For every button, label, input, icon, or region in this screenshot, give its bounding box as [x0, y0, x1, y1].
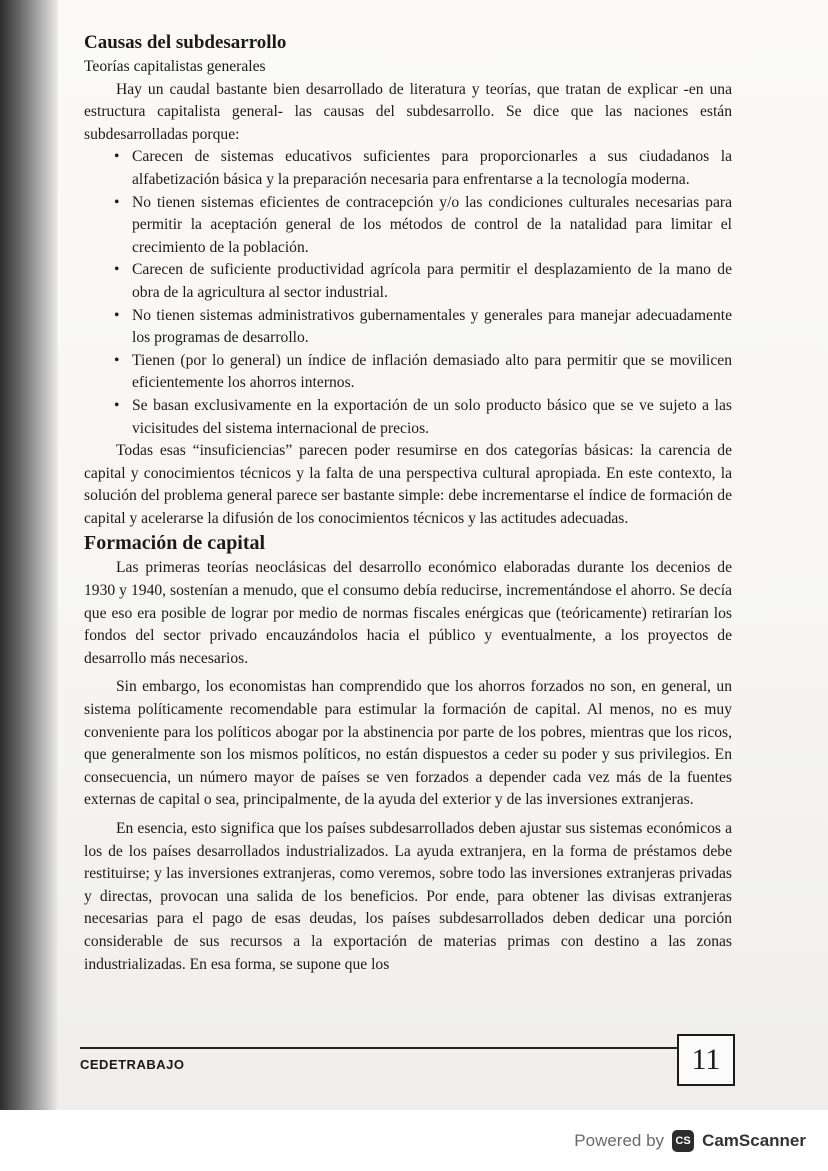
list-item — [84, 305, 732, 350]
camscanner-watermark — [574, 1127, 806, 1155]
list-item — [84, 259, 732, 304]
paragraph: Sin embargo, los economistas han comprendido que los ahorros forzados no son, en general, un sistema políticamente recomendable para estimular la formación de capital. Al menos, no es muy conveniente para los políticos abogar por la abstinencia por parte de los pobres, mientras que los ricos, que generalmente son los mismos políticos, no están dispuestos a ceder su poder y sus privilegios. En consecuencia, un número mayor de países se ven forzados a depender cada vez más de la fuentes externas de capital o sea, principalmente, de la ayuda del exterior y de las inversiones extranjeras. — [84, 678, 732, 809]
subheading-teorias: Teorías capitalistas generales — [84, 58, 266, 75]
list-item-text: Carecen de sistemas educativos suficientes para proporcionarles a sus ciudadanos la alfabetización básica y la preparación necesaria para enfrentarse a la tecnología moderna. — [132, 148, 732, 188]
bullet-icon: • — [114, 351, 120, 369]
book-spine-shadow — [0, 0, 58, 1110]
bullet-icon: • — [114, 193, 120, 211]
bullet-icon: • — [114, 261, 120, 279]
paragraph: Las primeras teorías neoclásicas del desarrollo económico elaboradas durante los decenios de 1930 y 1940, sostenían a menudo, que el consumo debía reducirse, incrementándose el ahorro. Se decía que eso era posible de lograr por medio de normas fiscales enérgicas que (teóricamente) retirarían los fondos del sector privado encauzándolos hacia el público y eventualmente, a los proyectos de desarrollo más necesarios. — [84, 559, 732, 667]
bullet-icon: • — [114, 306, 120, 324]
watermark-powered-by: Powered by — [574, 1131, 665, 1150]
list-item-text: No tienen sistemas eficientes de contracepción y/o las condiciones culturales necesarias para permitir la aceptación general de los métodos de control de la natalidad para limitar el crecimiento de la población. — [132, 193, 732, 256]
list-item — [84, 146, 732, 191]
page-number: 11 — [677, 1034, 735, 1086]
list-item-text: Se basan exclusivamente en la exportación de un solo producto básico que se ve sujeto a las vicisitudes del sistema internacional de precios. — [132, 396, 732, 437]
watermark-brand: CamScanner — [702, 1131, 806, 1150]
list-item-text: Tienen (por lo general) un índice de inflación demasiado alto para permitir que se movilicen eficientemente los ahorros internos. — [132, 351, 732, 392]
list-item-text: Carecen de suficiente productividad agrícola para permitir el desplazamiento de la mano de obra de la agricultura al sector industrial. — [132, 261, 732, 301]
section-title-causas: Causas del subdesarrollo — [84, 32, 287, 53]
causes-list — [84, 146, 732, 440]
closing-paragraph: Todas esas “insuficiencias” parecen poder resumirse en dos categorías básicas: la carencia de capital y conocimientos técnicos y la falta de una perspectiva cultural apropiada. En este contexto, la solución del problema general parece ser bastante simple: debe incrementarse el índice de formación de capital y acelerarse la difusión de los conocimientos técnicos y las actitudes adecuadas. — [84, 442, 732, 527]
page-content — [84, 30, 732, 976]
bullet-icon: • — [114, 148, 120, 166]
footer-divider — [80, 1047, 677, 1049]
list-item-text: No tienen sistemas administrativos gubernamentales y generales para manejar adecuadamente los programas de desarrollo. — [132, 306, 732, 347]
footer-brand: CEDETRABAJO — [80, 1057, 185, 1072]
camscanner-logo-icon: CS — [672, 1130, 694, 1152]
intro-paragraph: Hay un caudal bastante bien desarrollado de literatura y teorías, que tratan de explicar -en una estructura capitalista general- las causas del subdesarrollo. Se dice que las naciones están subdesarrolladas porque: — [84, 80, 732, 143]
bullet-icon: • — [114, 396, 120, 414]
list-item — [84, 395, 732, 440]
list-item — [84, 350, 732, 395]
section-title-formacion: Formación de capital — [84, 532, 266, 555]
paragraph: En esencia, esto significa que los países subdesarrollados deben ajustar sus sistemas económicos a los de los países desarrollados industrializados. La ayuda extranjera, en la forma de préstamos debe restituirse; y las inversiones extranjeras, como veremos, sobre todo las inversiones extranjeras privadas y directas, provocan una salida de los beneficios. Por ende, para obtener las divisas extranjeras necesarias para el pago de esas deudas, los países subdesarrollados deben dedicar una porción considerable de sus recursos a la exportación de materias primas con destino a las zonas industrializadas. En esa forma, se supone que los — [84, 820, 732, 973]
list-item — [84, 192, 732, 260]
